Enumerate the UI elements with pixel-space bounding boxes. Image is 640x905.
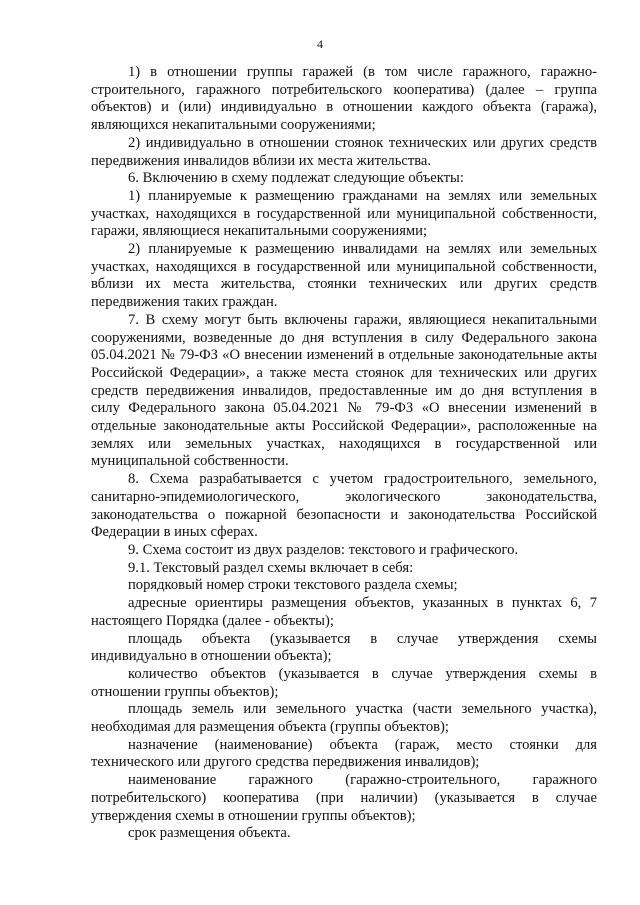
paragraph: 6. Включению в схему подлежат следующие объекты:	[128, 170, 464, 187]
page-number: 4	[317, 37, 323, 51]
paragraph: 9.1. Текстовый раздел схемы включает в себя:	[128, 559, 414, 576]
paragraph: 1) в отношении группы гаражей (в том числе гаражного, гаражно-строительного, гаражного потребительского кооператива) (далее – группа объектов) и (или) индивидуально в отношении каждого объекта (гаража), являющихся некапитальными сооружениями;	[91, 64, 597, 134]
paragraph: 2) индивидуально в отношении стоянок технических или других средств передвижения инвалидов вблизи их места жительства.	[91, 134, 597, 169]
paragraph: срок размещения объекта.	[128, 825, 291, 842]
paragraph: наименование гаражного (гаражно-строительного, гаражного потребительского) кооператива (при наличии) (указывается в случае утверждения схемы в отношении группы объектов);	[91, 772, 597, 824]
paragraph: назначение (наименование) объекта (гараж, место стоянки для технического или другого средства передвижения инвалидов);	[91, 736, 597, 771]
paragraph: 2) планируемые к размещению инвалидами на землях или земельных участках, находящихся в государственной или муниципальной собственности, вблизи их места жительства, стоянки технических или других средств передвижения таких граждан.	[91, 241, 597, 311]
paragraph: 7. В схему могут быть включены гаражи, являющиеся некапитальными сооружениями, возведенные до дня вступления в силу Федерального закона 05.04.2021 № 79-ФЗ «О внесении изменений в отдельные законодательные акты Российской Федерации», а также места стоянок для технических или других средств передвижения инвалидов, предоставленные им до дня вступления в силу Федерального закона 05.04.2021 № 79-ФЗ «О внесении изменений в отдельные законодательные акты Российской Федерации», расположенные на землях или земельных участках, находящихся в государственной или муниципальной собственности.	[91, 311, 597, 470]
paragraph: площадь объекта (указывается в случае утверждения схемы индивидуально в отношении объекта);	[91, 630, 597, 665]
paragraph: 8. Схема разрабатывается с учетом градостроительного, земельного, санитарно-эпидемиологического, экологического законодательства, законодательства о пожарной безопасности и законодательства Российской Федерации в иных сферах.	[91, 471, 597, 541]
paragraph: порядковый номер строки текстового раздела схемы;	[128, 577, 458, 594]
document-body	[91, 64, 597, 843]
paragraph: 1) планируемые к размещению гражданами на землях или земельных участках, находящихся в государственной или муниципальной собственности, гаражи, являющиеся некапитальными сооружениями;	[91, 187, 597, 240]
paragraph: площадь земель или земельного участка (части земельного участка), необходимая для размещения объекта (группы объектов);	[91, 701, 597, 736]
paragraph: количество объектов (указывается в случае утверждения схемы в отношении группы объектов);	[91, 665, 597, 700]
paragraph: 9. Схема состоит из двух разделов: текстового и графического.	[128, 541, 519, 558]
paragraph: адресные ориентиры размещения объектов, указанных в пунктах 6, 7 настоящего Порядка (далее - объекты);	[91, 595, 597, 629]
